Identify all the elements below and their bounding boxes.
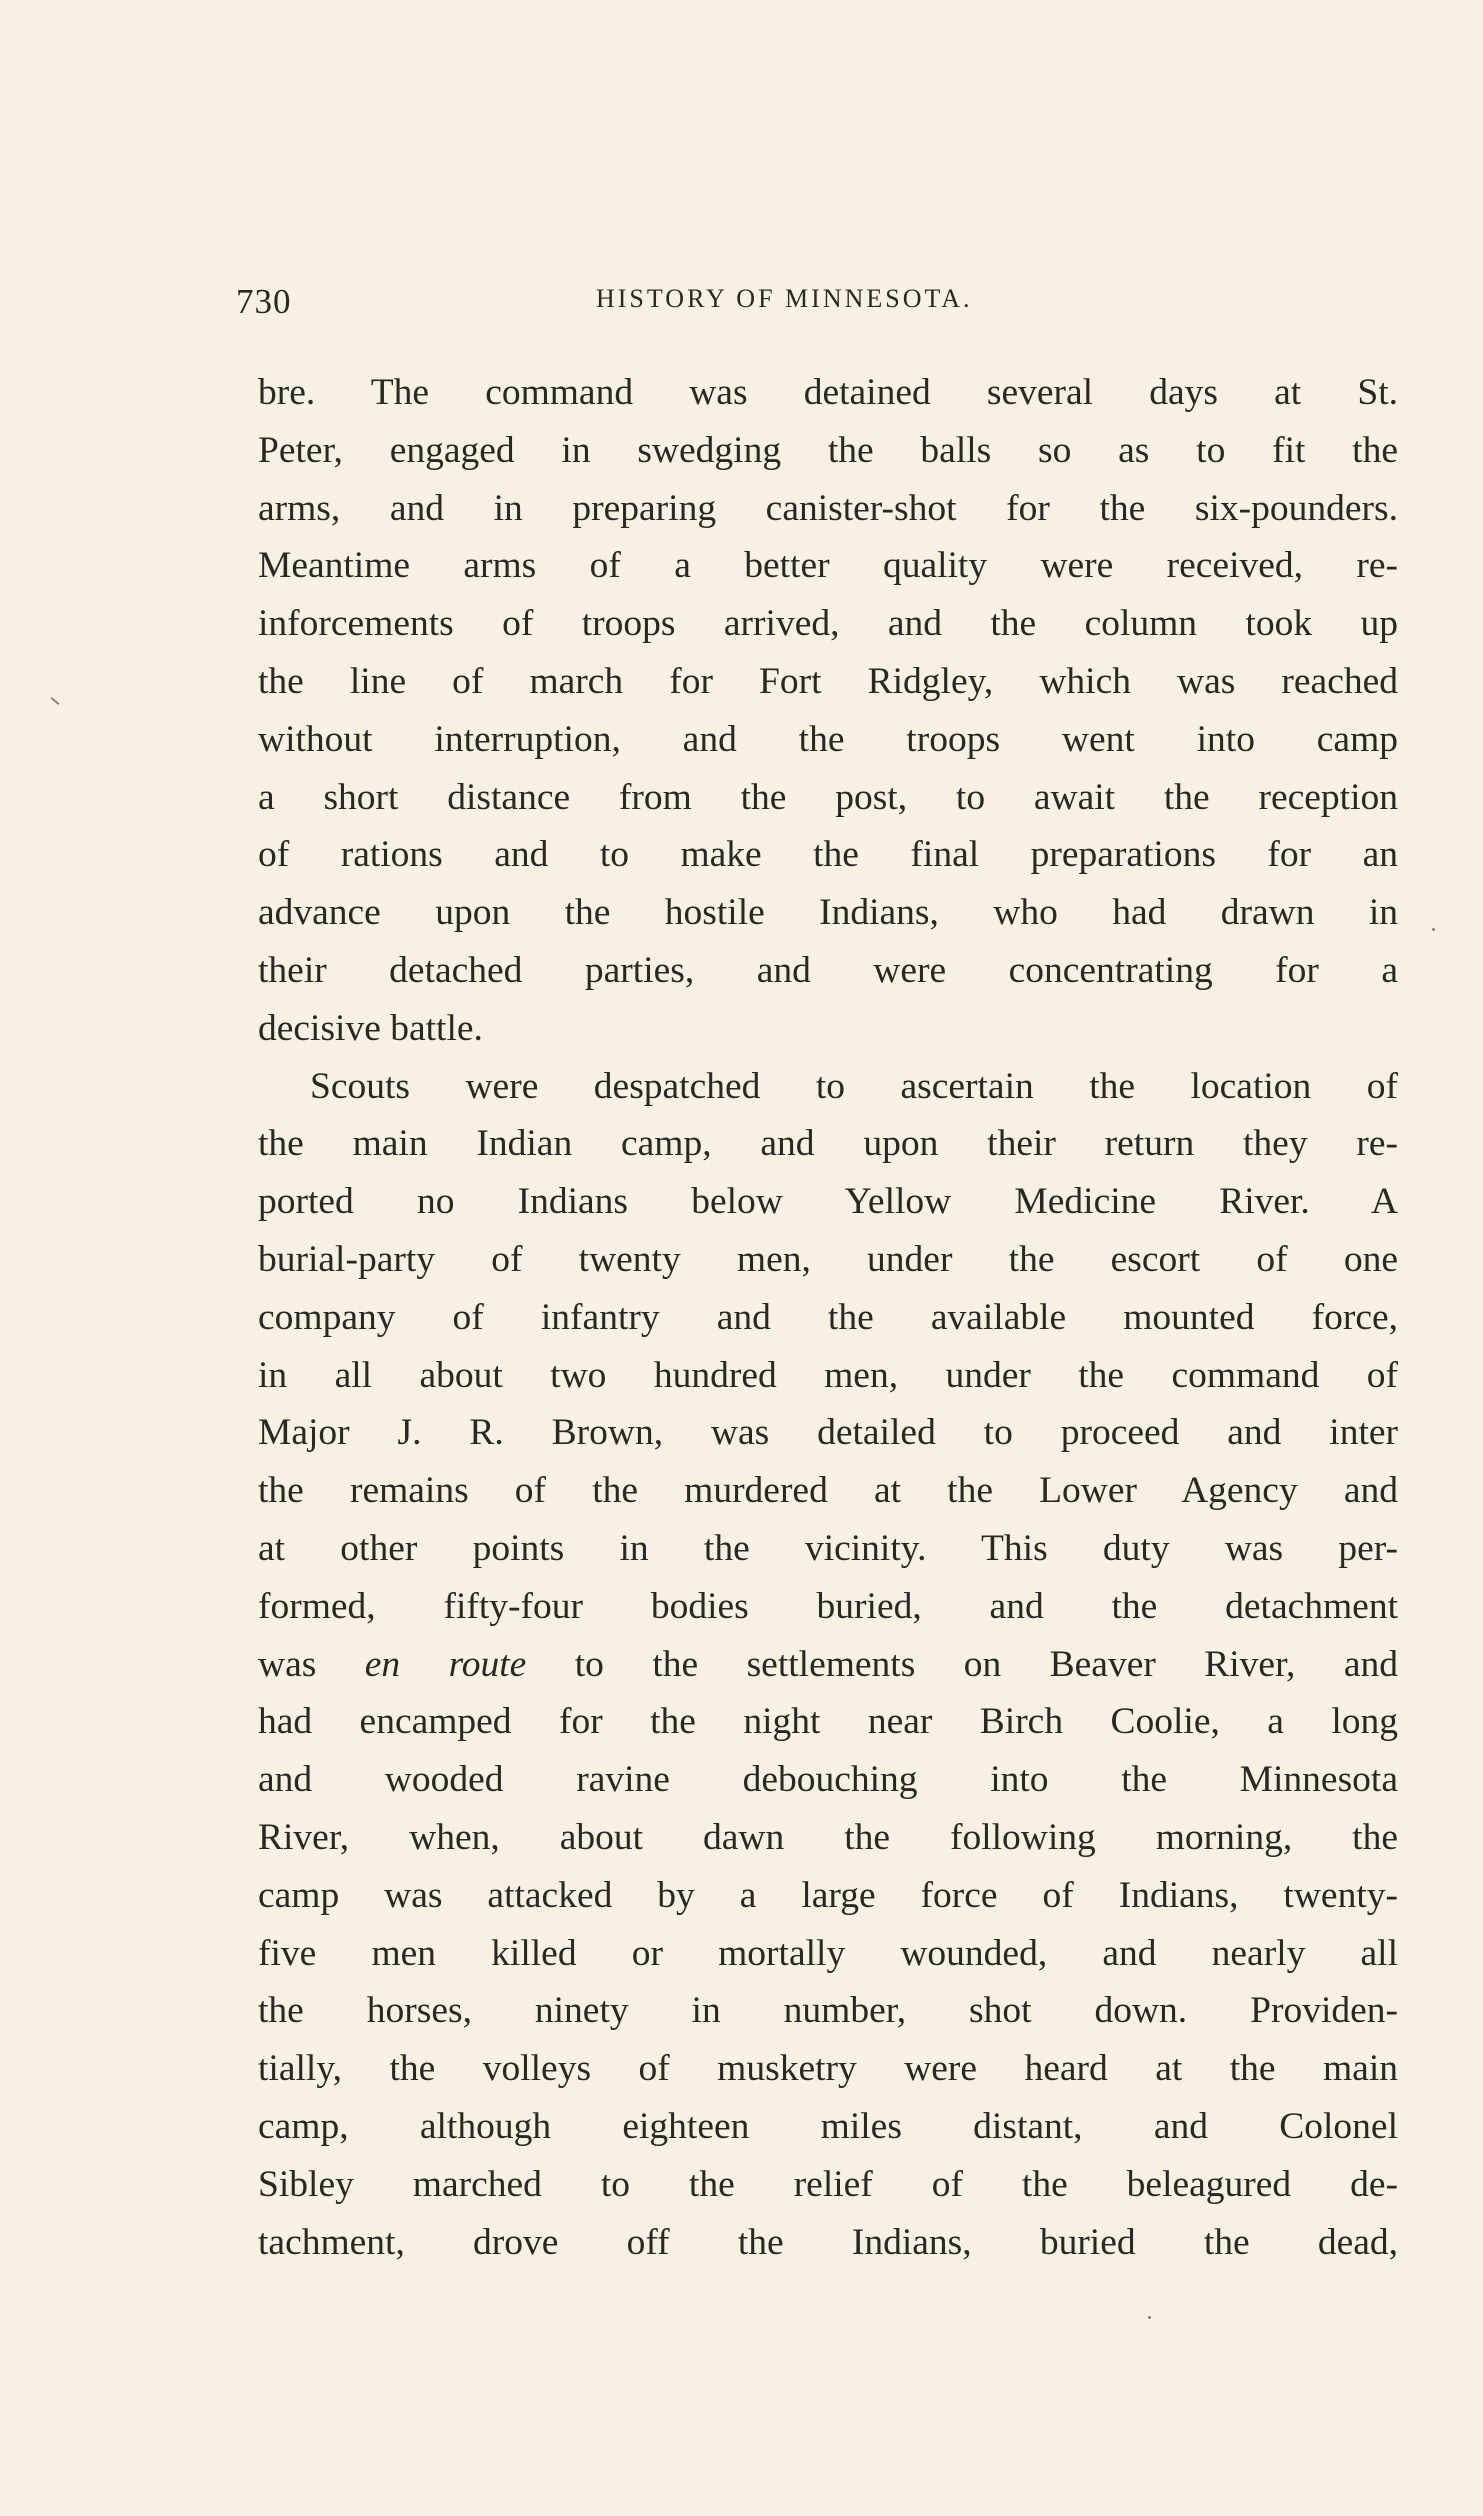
- text-run: was: [258, 1643, 365, 1685]
- paper-speck: [1148, 2316, 1151, 2319]
- text-line: River, when, about dawn the following morning, the: [258, 1816, 1398, 1858]
- running-head: [236, 276, 1416, 326]
- text-line: Scouts were despatched to ascertain the location of: [310, 1065, 1398, 1107]
- text-line: Meantime arms of a better quality were received, re-: [258, 545, 1398, 587]
- text-line: their detached parties, and were concentrating for a: [258, 949, 1398, 991]
- text-line: arms, and in preparing canister-shot for the six-pounders.: [258, 487, 1398, 529]
- text-line: in all about two hundred men, under the command of: [258, 1354, 1398, 1396]
- text-line: advance upon the hostile Indians, who had drawn in: [258, 892, 1398, 934]
- text-line: had encamped for the night near Birch Coolie, a long: [258, 1701, 1398, 1743]
- text-run: to the settlements on Beaver River, and: [526, 1643, 1398, 1685]
- text-line: Major J. R. Brown, was detailed to proceed and inter: [258, 1412, 1398, 1454]
- text-line: ported no Indians below Yellow Medicine River. A: [258, 1181, 1398, 1223]
- paragraph-2: [258, 1058, 1398, 2272]
- text-line: tachment, drove off the Indians, buried the dead,: [258, 2221, 1398, 2263]
- text-line: tially, the volleys of musketry were heard at the main: [258, 2048, 1398, 2090]
- text-line: company of infantry and the available mounted force,: [258, 1296, 1398, 1338]
- text-line: of rations and to make the final preparations for an: [258, 834, 1398, 876]
- italic-phrase: en route: [364, 1643, 527, 1685]
- text-line: camp was attacked by a large force of Indians, twenty-: [258, 1874, 1398, 1916]
- text-line: and wooded ravine debouching into the Minnesota: [258, 1759, 1398, 1801]
- text-line: at other points in the vicinity. This duty was per-: [258, 1527, 1398, 1569]
- text-line: inforcements of troops arrived, and the column took up: [258, 603, 1398, 645]
- text-line: camp, although eighteen miles distant, and Colonel: [258, 2105, 1398, 2147]
- text-line: burial-party of twenty men, under the escort of one: [258, 1238, 1398, 1280]
- text-line: five men killed or mortally wounded, and nearly all: [258, 1932, 1398, 1974]
- text-line: the main Indian camp, and upon their return they re-: [258, 1123, 1398, 1165]
- text-line: bre. The command was detained several days at St.: [258, 372, 1398, 413]
- text-line-with-italic: [258, 1636, 1398, 1694]
- text-line: formed, fifty-four bodies buried, and the detachment: [258, 1585, 1398, 1627]
- text-line: the line of march for Fort Ridgley, which was reached: [258, 660, 1398, 702]
- paragraph-1: [258, 364, 1398, 1058]
- paper-speck: [1432, 928, 1435, 931]
- body-text: [258, 364, 1398, 2271]
- text-line: decisive battle.: [258, 1007, 483, 1049]
- text-line: Peter, engaged in swedging the balls so as to fit the: [258, 429, 1398, 471]
- margin-mark: [51, 697, 60, 705]
- text-line: without interruption, and the troops went into camp: [258, 718, 1398, 760]
- page-number: 730: [236, 282, 292, 321]
- running-title: HISTORY OF MINNESOTA.: [596, 284, 973, 313]
- text-line: the horses, ninety in number, shot down. Providen-: [258, 1990, 1398, 2032]
- text-line: Sibley marched to the relief of the beleagured de-: [258, 2163, 1398, 2205]
- text-line: a short distance from the post, to await the reception: [258, 776, 1398, 818]
- text-line: the remains of the murdered at the Lower Agency and: [258, 1470, 1398, 1512]
